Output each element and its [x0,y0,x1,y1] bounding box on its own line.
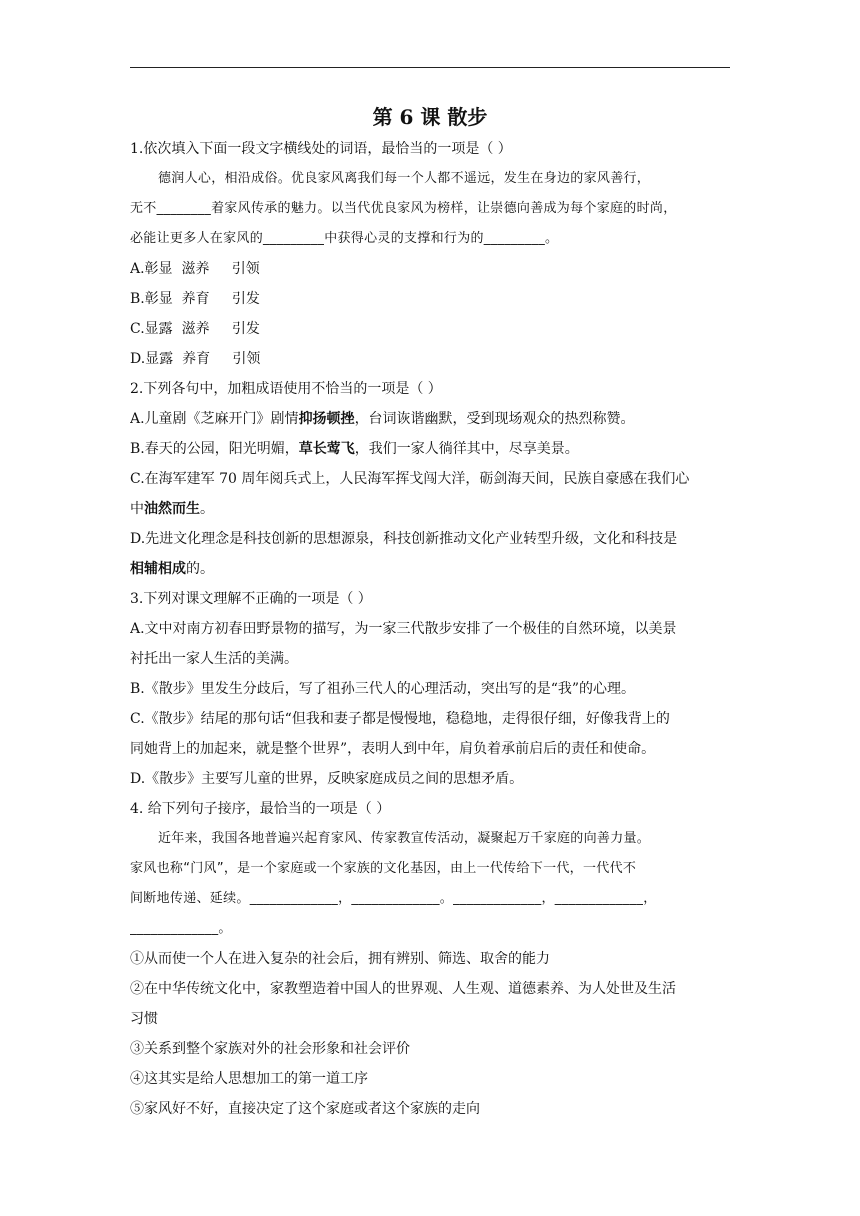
q1-option-c: C.显露 滋养 引发 [130,321,260,337]
q4-passage-line: _____________。 [130,921,232,936]
document-body [130,100,730,1124]
q4-item: ③关系到整个家族对外的社会形象和社会评价 [130,1041,410,1057]
q1-option-b: B.彰显 养育 引发 [130,291,260,307]
q4-item: ②在中华传统文化中，家教塑造着中国人的世界观、人生观、道德素养、为人处世及生活 [130,981,676,997]
q3-stem: 3.下列对课文理解不正确的一项是（ ） [130,591,372,607]
bold-idiom: 草长莺飞 [298,441,355,457]
q3-line: A.文中对南方初春田野景物的描写，为一家三代散步安排了一个极佳的自然环境，以美景 [130,621,677,637]
bold-idiom: 油然而生 [144,501,200,517]
bold-idiom: 相辅相成 [130,561,186,577]
q1-option-a: A.彰显 滋养 引领 [130,261,260,277]
q4-item: ④这其实是给人思想加工的第一道工序 [130,1071,368,1087]
page-title: 第 6 课 散步 [372,105,488,129]
q4-passage-line: 间断地传递、延续。_____________，_____________。_____________，_____________， [130,891,657,906]
q3-line: D.《散步》主要写儿童的世界，反映家庭成员之间的思想矛盾。 [130,771,524,787]
q3-line: 同她背上的加起来，就是整个世界”，表明人到中年，肩负着承前启后的责任和使命。 [130,741,656,757]
q4-passage-line: 近年来，我国各地普遍兴起育家风、传家教宣传活动，凝聚起万千家庭的向善力量。 [158,831,651,846]
q2-option-c-line1: C.在海军建军 70 周年阅兵式上，人民海军挥戈闯大洋，砺剑海天间，民族自豪感在我们心 [130,471,690,487]
q4-stem: 4. 给下列句子接序，最恰当的一项是（ ） [130,801,391,817]
q3-line: B.《散步》里发生分歧后，写了祖孙三代人的心理活动，突出写的是“我”的心理。 [130,681,636,697]
q2-option-d-line2: 相辅相成的。 [130,561,214,577]
q1-passage-line: 无不________着家风传承的魅力。以当代优良家风为榜样，让崇德向善成为每个家庭的时尚， [130,201,677,216]
q4-item: 习惯 [130,1011,158,1027]
q2-option-a: A.儿童剧《芝麻开门》剧情抑扬顿挫，台词诙谐幽默，受到现场观众的热烈称赞。 [130,411,635,427]
q2-stem: 2.下列各句中，加粗成语使用不恰当的一项是（ ） [130,381,442,397]
header-rule [130,67,730,68]
q4-item: ①从而使一个人在进入复杂的社会后，拥有辨别、筛选、取舍的能力 [130,951,550,967]
q3-line: 衬托出一家人生活的美满。 [130,651,298,667]
q2-option-b: B.春天的公园，阳光明媚，草长莺飞，我们一家人徜徉其中，尽享美景。 [130,441,579,457]
q1-option-d: D.显露 养育 引领 [130,351,261,367]
q1-passage-line: 德润人心，相沿成俗。优良家风离我们每一个人都不遥远，发生在身边的家风善行， [158,171,651,186]
q4-passage-line: 家风也称“门风”，是一个家庭或一个家族的文化基因，由上一代传给下一代，一代代不 [130,861,637,876]
bold-idiom: 抑扬顿挫 [298,411,355,427]
q1-stem: 1.依次填入下面一段文字横线处的词语，最恰当的一项是（ ） [130,141,512,157]
q3-line: C.《散步》结尾的那句话“但我和妻子都是慢慢地，稳稳地，走得很仔细，好像我背上的 [130,711,670,727]
q4-item: ⑤家风好不好，直接决定了这个家庭或者这个家族的走向 [130,1101,480,1117]
q2-option-d-line1: D.先进文化理念是科技创新的思想源泉，科技创新推动文化产业转型升级，文化和科技是 [130,531,678,547]
q1-passage-line: 必能让更多人在家风的_________中获得心灵的支撑和行为的_________。 [130,231,559,246]
q2-option-c-line2: 中油然而生。 [130,501,214,517]
